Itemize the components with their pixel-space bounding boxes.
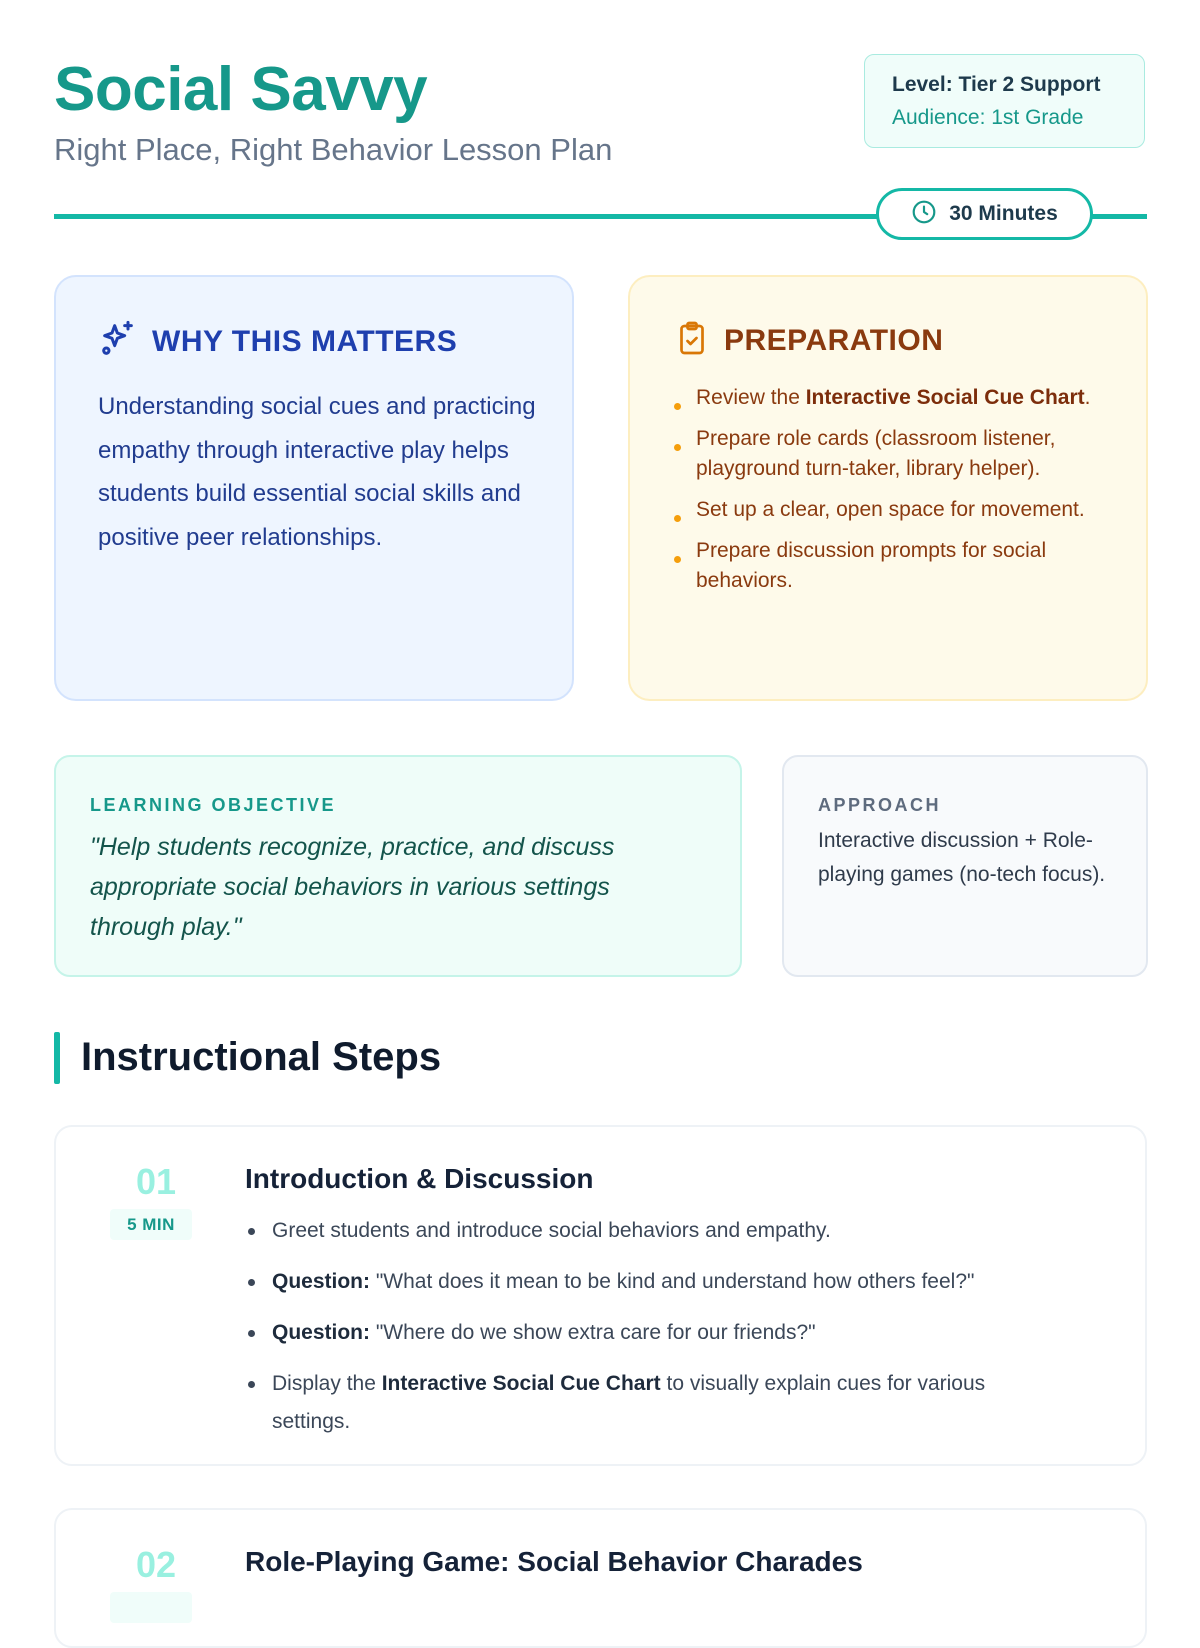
objective-label: LEARNING OBJECTIVE — [90, 795, 337, 815]
level-label: Level: Tier 2 Support — [892, 73, 1101, 96]
approach-label: APPROACH — [818, 795, 942, 815]
approach-card — [782, 755, 1148, 977]
objective-quote: "Help students recognize, practice, and discuss appropriate social behaviors in various settings through play." — [90, 833, 615, 941]
step-title: Role-Playing Game: Social Behavior Charades — [245, 1546, 863, 1577]
page-subtitle: Right Place, Right Behavior Lesson Plan — [54, 132, 613, 167]
step-title: Introduction & Discussion — [245, 1163, 594, 1194]
step-card — [54, 1125, 1147, 1466]
prep-list — [674, 383, 1114, 607]
audience-label: Audience: 1st Grade — [892, 106, 1084, 129]
why-body: Understanding social cues and practicing empathy through interactive play helps students build essential social skills and positive peer relationships. — [98, 393, 536, 551]
sparkles-icon — [98, 319, 138, 364]
step-number: 02 — [135, 1544, 177, 1585]
list-item: Review the Interactive Social Cue Chart. — [674, 383, 1114, 413]
why-heading-row — [98, 319, 457, 364]
list-item: Greet students and introduce social behaviors and empathy. — [245, 1212, 1065, 1250]
prep-heading-row — [674, 319, 943, 362]
step-duration-badge — [110, 1592, 192, 1623]
section-accent-bar — [54, 1032, 60, 1084]
list-item: Question: "What does it mean to be kind and understand how others feel?" — [245, 1263, 1065, 1301]
learning-objective-card — [54, 755, 742, 977]
step-card — [54, 1508, 1147, 1648]
step-list — [245, 1212, 1065, 1454]
level-audience-box — [864, 54, 1145, 148]
duration-badge — [876, 188, 1093, 240]
section-title: Instructional Steps — [81, 1035, 442, 1079]
prep-heading: PREPARATION — [724, 323, 944, 357]
preparation-card — [628, 275, 1148, 701]
list-item: Display the Interactive Social Cue Chart to visually explain cues for various settings. — [245, 1365, 1065, 1441]
list-item: Set up a clear, open space for movement. — [674, 495, 1114, 525]
list-item: Question: "Where do we show extra care for our friends?" — [245, 1314, 1065, 1352]
why-this-matters-card — [54, 275, 574, 701]
list-item: Prepare role cards (classroom listener, playground turn-taker, library helper). — [674, 424, 1114, 484]
page-title: Social Savvy — [54, 55, 428, 124]
list-item: Prepare discussion prompts for social behaviors. — [674, 536, 1114, 596]
clock-icon — [911, 199, 937, 230]
approach-text: Interactive discussion + Role-playing games (no-tech focus). — [818, 829, 1106, 886]
clipboard-check-icon — [674, 319, 710, 362]
step-duration-badge: 5 MIN — [110, 1209, 192, 1240]
why-heading: WHY THIS MATTERS — [152, 324, 458, 358]
step-number: 01 — [135, 1161, 177, 1202]
duration-label: 30 Minutes — [949, 202, 1058, 225]
